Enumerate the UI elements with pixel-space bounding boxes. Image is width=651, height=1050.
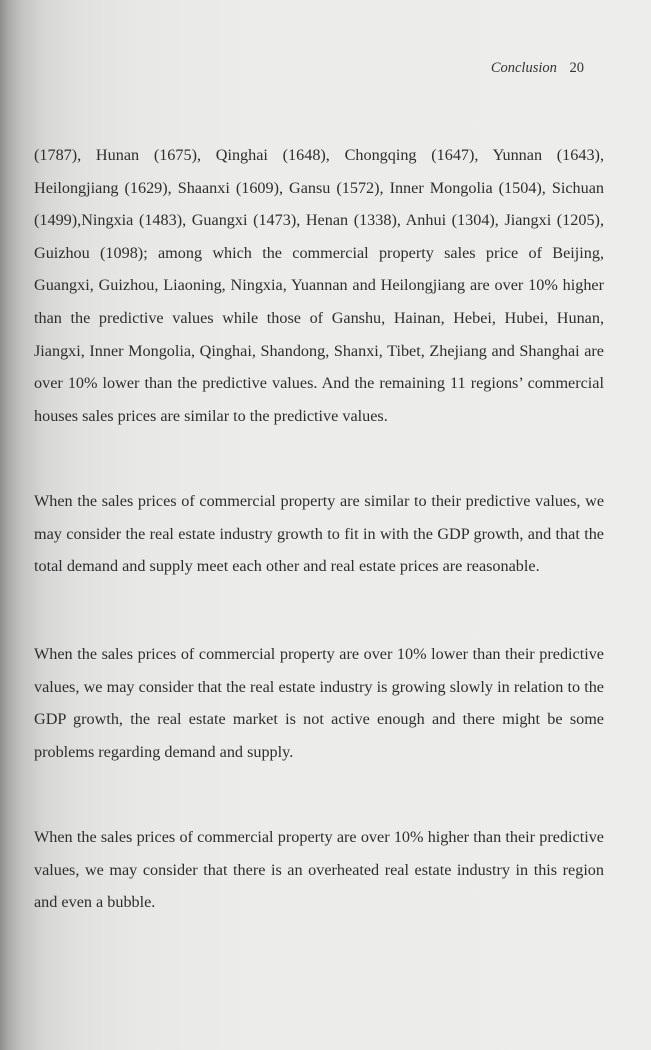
paragraph-similar-prices: When the sales prices of commercial property are similar to their predictive values, we may consider the real estate industry growth to fit in with the GDP growth, and that the total demand and supply meet each other and real estate prices are reasonable. xyxy=(34,492,604,576)
paragraph-lower-prices: When the sales prices of commercial property are over 10% lower than their predictive values, we may consider that the real estate industry is growing slowly in relation to the GDP growth, the real estate market is not active enough and there might be some problems regarding demand and supply. xyxy=(34,645,604,761)
paragraph-region-prices: (1787), Hunan (1675), Qinghai (1648), Chongqing (1647), Yunnan (1643), Heilongjiang (1629), Shaanxi (1609), Gansu (1572), Inner Mongolia (1504), Sichuan (1499),Ningxia (1483), Guangxi (1473), Henan (1338), Anhui (1304), Jiangxi (1205), Guizhou (1098); among which the commercial property sales price of Beijing, Guangxi, Guizhou, Liaoning, Ningxia, Yuannan and Heilongjiang are over 10% higher than the predictive values while those of Ganshu, Hainan, Hebei, Hubei, Hunan, Jiangxi, Inner Mongolia, Qinghai, Shandong, Shanxi, Tibet, Zhejiang and Shanghai are over 10% lower than the predictive values. And the remaining 11 regions’ commercial houses sales prices are similar to the predictive values. xyxy=(34,146,604,425)
running-header xyxy=(491,60,584,77)
paragraph-higher-prices: When the sales prices of commercial property are over 10% higher than their predictive values, we may consider that there is an overheated real estate industry in this region and even a bubble. xyxy=(34,828,604,912)
page-number: 20 xyxy=(569,60,584,76)
chapter-title: Conclusion xyxy=(490,60,557,76)
